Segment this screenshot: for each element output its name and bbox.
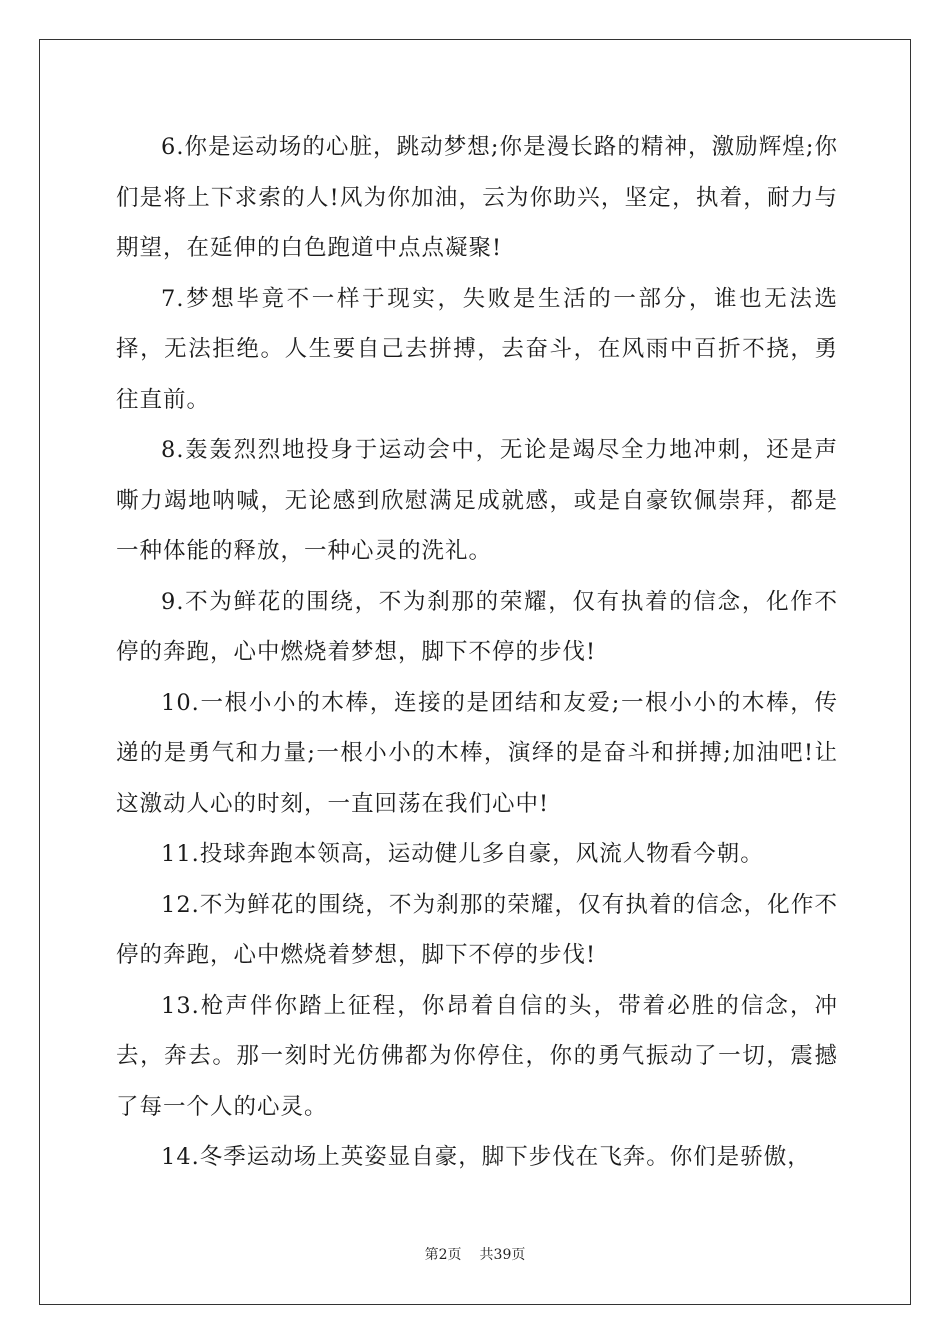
page-footer xyxy=(0,1244,950,1264)
paragraph-13: 13.枪声伴你踏上征程，你昂着自信的头，带着必胜的信念，冲去，奔去。那一刻时光仿佛都为你停住，你的勇气振动了一切，震撼了每一个人的心灵。 xyxy=(116,992,838,1120)
paragraph-14: 14.冬季运动场上英姿显自豪，脚下步伐在飞奔。你们是骄傲， xyxy=(161,1144,811,1170)
paragraph-6: 6.你是运动场的心脏，跳动梦想;你是漫长路的精神，激励辉煌;你们是将上下求索的人!风为你加油，云为你助兴，坚定，执着，耐力与期望，在延伸的白色跑道中点点凝聚! xyxy=(116,134,838,261)
paragraph-11: 11.投球奔跑本领高，运动健儿多自豪，风流人物看今朝。 xyxy=(161,841,764,867)
paragraph-12: 12.不为鲜花的围绕，不为刹那的荣耀，仅有执着的信念，化作不停的奔跑，心中燃烧着梦想，脚下不停的步伐! xyxy=(116,891,838,968)
document-body xyxy=(116,122,838,1183)
paragraph-8: 8.轰轰烈烈地投身于运动会中，无论是竭尽全力地冲刺，还是声嘶力竭地呐喊，无论感到欣慰满足成就感，或是自豪钦佩崇拜，都是一种体能的释放，一种心灵的洗礼。 xyxy=(116,437,838,564)
paragraph-9: 9.不为鲜花的围绕，不为刹那的荣耀，仅有执着的信念，化作不停的奔跑，心中燃烧着梦想，脚下不停的步伐! xyxy=(116,588,838,665)
paragraph-10: 10.一根小小的木棒，连接的是团结和友爱;一根小小的木棒，传递的是勇气和力量;一根小小的木棒，演绎的是奋斗和拼搏;加油吧!让这激动人心的时刻，一直回荡在我们心中! xyxy=(116,689,838,817)
paragraph-7: 7.梦想毕竟不一样于现实，失败是生活的一部分，谁也无法选择，无法拒绝。人生要自己去拼搏，去奋斗，在风雨中百折不挠，勇往直前。 xyxy=(116,285,838,413)
page-number: 第2页 xyxy=(424,1247,462,1263)
page-total: 共39页 xyxy=(479,1247,526,1263)
